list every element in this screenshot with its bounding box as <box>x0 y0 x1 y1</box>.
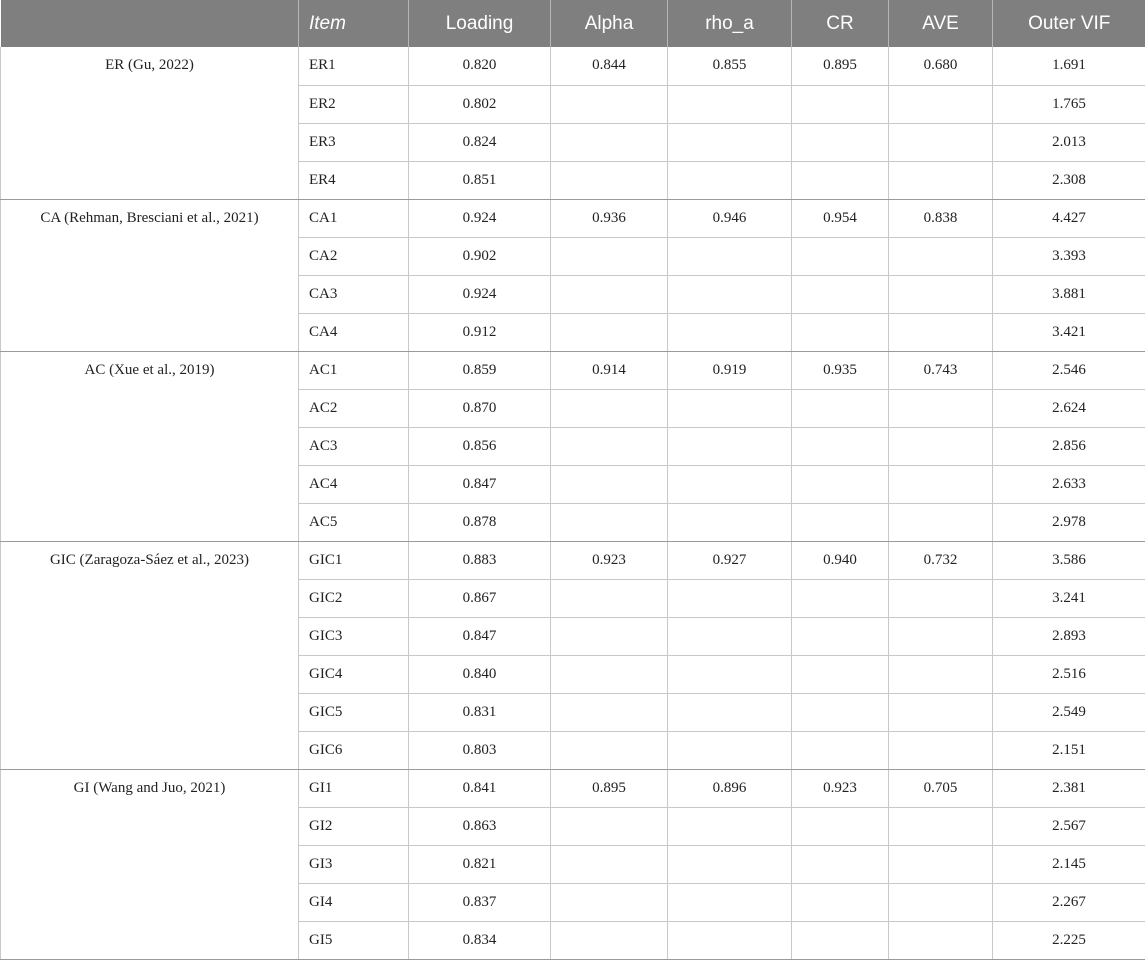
loading-cell: 0.878 <box>409 503 551 541</box>
ave-cell <box>889 617 993 655</box>
ave-cell: 0.705 <box>889 769 993 807</box>
ave-cell <box>889 237 993 275</box>
loading-cell: 0.924 <box>409 199 551 237</box>
table-row <box>1 541 1145 579</box>
table-body <box>1 47 1145 959</box>
alpha-cell <box>551 845 668 883</box>
alpha-cell: 0.844 <box>551 47 668 85</box>
alpha-cell <box>551 617 668 655</box>
construct-cell: CA (Rehman, Bresciani et al., 2021) <box>1 199 299 351</box>
rho-a-cell: 0.927 <box>668 541 792 579</box>
item-cell: ER2 <box>299 85 409 123</box>
item-cell: GI5 <box>299 921 409 959</box>
item-cell: GIC2 <box>299 579 409 617</box>
rho-a-cell <box>668 693 792 731</box>
rho-a-cell <box>668 617 792 655</box>
header-row <box>1 0 1145 47</box>
loading-cell: 0.867 <box>409 579 551 617</box>
outer-vif-cell: 2.145 <box>993 845 1145 883</box>
alpha-cell <box>551 921 668 959</box>
ave-cell <box>889 465 993 503</box>
cr-cell <box>792 161 889 199</box>
item-cell: GIC4 <box>299 655 409 693</box>
cr-cell <box>792 845 889 883</box>
rho-a-cell: 0.919 <box>668 351 792 389</box>
item-cell: GIC6 <box>299 731 409 769</box>
alpha-cell: 0.914 <box>551 351 668 389</box>
ave-cell: 0.680 <box>889 47 993 85</box>
header-construct <box>1 0 299 47</box>
cr-cell <box>792 465 889 503</box>
loading-cell: 0.821 <box>409 845 551 883</box>
header-alpha: Alpha <box>551 0 668 47</box>
cr-cell <box>792 731 889 769</box>
cr-cell <box>792 237 889 275</box>
table-row <box>1 351 1145 389</box>
item-cell: AC2 <box>299 389 409 427</box>
alpha-cell <box>551 655 668 693</box>
loading-cell: 0.841 <box>409 769 551 807</box>
cr-cell <box>792 617 889 655</box>
ave-cell <box>889 389 993 427</box>
rho-a-cell: 0.855 <box>668 47 792 85</box>
item-cell: ER4 <box>299 161 409 199</box>
cr-cell <box>792 85 889 123</box>
rho-a-cell <box>668 807 792 845</box>
cr-cell <box>792 275 889 313</box>
item-cell: GI2 <box>299 807 409 845</box>
alpha-cell: 0.936 <box>551 199 668 237</box>
cr-cell <box>792 503 889 541</box>
loading-cell: 0.883 <box>409 541 551 579</box>
header-ave: AVE <box>889 0 993 47</box>
alpha-cell <box>551 807 668 845</box>
item-cell: AC3 <box>299 427 409 465</box>
cr-cell <box>792 579 889 617</box>
ave-cell <box>889 883 993 921</box>
rho-a-cell <box>668 845 792 883</box>
outer-vif-cell: 2.567 <box>993 807 1145 845</box>
ave-cell <box>889 807 993 845</box>
loading-cell: 0.924 <box>409 275 551 313</box>
rho-a-cell <box>668 731 792 769</box>
table-row <box>1 769 1145 807</box>
construct-cell: ER (Gu, 2022) <box>1 47 299 199</box>
outer-vif-cell: 2.308 <box>993 161 1145 199</box>
item-cell: AC5 <box>299 503 409 541</box>
rho-a-cell <box>668 275 792 313</box>
rho-a-cell <box>668 465 792 503</box>
cr-cell <box>792 427 889 465</box>
header-cr: CR <box>792 0 889 47</box>
alpha-cell <box>551 237 668 275</box>
alpha-cell <box>551 427 668 465</box>
loading-cell: 0.834 <box>409 921 551 959</box>
rho-a-cell <box>668 503 792 541</box>
construct-cell: GI (Wang and Juo, 2021) <box>1 769 299 959</box>
cr-cell <box>792 123 889 161</box>
loading-cell: 0.803 <box>409 731 551 769</box>
outer-vif-cell: 2.381 <box>993 769 1145 807</box>
loading-cell: 0.831 <box>409 693 551 731</box>
item-cell: ER3 <box>299 123 409 161</box>
loading-cell: 0.856 <box>409 427 551 465</box>
item-cell: CA1 <box>299 199 409 237</box>
outer-vif-cell: 2.978 <box>993 503 1145 541</box>
item-cell: AC1 <box>299 351 409 389</box>
item-cell: GIC1 <box>299 541 409 579</box>
outer-vif-cell: 2.013 <box>993 123 1145 161</box>
outer-vif-cell: 3.393 <box>993 237 1145 275</box>
rho-a-cell <box>668 427 792 465</box>
ave-cell <box>889 503 993 541</box>
alpha-cell <box>551 161 668 199</box>
ave-cell: 0.838 <box>889 199 993 237</box>
rho-a-cell <box>668 123 792 161</box>
cr-cell <box>792 883 889 921</box>
loading-cell: 0.902 <box>409 237 551 275</box>
ave-cell <box>889 123 993 161</box>
cr-cell <box>792 693 889 731</box>
ave-cell <box>889 427 993 465</box>
ave-cell <box>889 275 993 313</box>
cr-cell <box>792 921 889 959</box>
construct-cell: AC (Xue et al., 2019) <box>1 351 299 541</box>
loading-cell: 0.859 <box>409 351 551 389</box>
loading-cell: 0.851 <box>409 161 551 199</box>
outer-vif-cell: 2.267 <box>993 883 1145 921</box>
ave-cell <box>889 85 993 123</box>
cr-cell: 0.895 <box>792 47 889 85</box>
outer-vif-cell: 3.586 <box>993 541 1145 579</box>
alpha-cell <box>551 465 668 503</box>
item-cell: CA3 <box>299 275 409 313</box>
loading-cell: 0.847 <box>409 617 551 655</box>
header-loading: Loading <box>409 0 551 47</box>
ave-cell <box>889 921 993 959</box>
rho-a-cell <box>668 237 792 275</box>
rho-a-cell <box>668 85 792 123</box>
item-cell: GI1 <box>299 769 409 807</box>
cr-cell: 0.923 <box>792 769 889 807</box>
loading-cell: 0.840 <box>409 655 551 693</box>
outer-vif-cell: 2.893 <box>993 617 1145 655</box>
outer-vif-cell: 1.691 <box>993 47 1145 85</box>
rho-a-cell <box>668 579 792 617</box>
table-row <box>1 199 1145 237</box>
loading-cell: 0.870 <box>409 389 551 427</box>
ave-cell <box>889 693 993 731</box>
outer-vif-cell: 2.516 <box>993 655 1145 693</box>
outer-vif-cell: 3.881 <box>993 275 1145 313</box>
loading-cell: 0.912 <box>409 313 551 351</box>
header-rho-a: rho_a <box>668 0 792 47</box>
ave-cell <box>889 161 993 199</box>
outer-vif-cell: 2.624 <box>993 389 1145 427</box>
rho-a-cell <box>668 389 792 427</box>
alpha-cell <box>551 389 668 427</box>
ave-cell: 0.743 <box>889 351 993 389</box>
item-cell: CA4 <box>299 313 409 351</box>
cr-cell <box>792 313 889 351</box>
alpha-cell <box>551 313 668 351</box>
rho-a-cell <box>668 161 792 199</box>
item-cell: AC4 <box>299 465 409 503</box>
loading-cell: 0.824 <box>409 123 551 161</box>
item-cell: ER1 <box>299 47 409 85</box>
outer-vif-cell: 2.856 <box>993 427 1145 465</box>
ave-cell <box>889 313 993 351</box>
header-item: Item <box>299 0 409 47</box>
table-row <box>1 47 1145 85</box>
loading-cell: 0.847 <box>409 465 551 503</box>
alpha-cell <box>551 579 668 617</box>
alpha-cell <box>551 85 668 123</box>
outer-vif-cell: 2.225 <box>993 921 1145 959</box>
cr-cell: 0.954 <box>792 199 889 237</box>
outer-vif-cell: 2.549 <box>993 693 1145 731</box>
alpha-cell: 0.895 <box>551 769 668 807</box>
loading-cell: 0.863 <box>409 807 551 845</box>
loading-cell: 0.837 <box>409 883 551 921</box>
loading-cell: 0.820 <box>409 47 551 85</box>
alpha-cell <box>551 503 668 541</box>
ave-cell <box>889 579 993 617</box>
cr-cell <box>792 389 889 427</box>
outer-vif-cell: 2.151 <box>993 731 1145 769</box>
cr-cell: 0.935 <box>792 351 889 389</box>
outer-vif-cell: 2.546 <box>993 351 1145 389</box>
ave-cell <box>889 731 993 769</box>
item-cell: GI4 <box>299 883 409 921</box>
cr-cell <box>792 655 889 693</box>
rho-a-cell <box>668 313 792 351</box>
alpha-cell <box>551 275 668 313</box>
alpha-cell <box>551 123 668 161</box>
rho-a-cell <box>668 655 792 693</box>
construct-cell: GIC (Zaragoza-Sáez et al., 2023) <box>1 541 299 769</box>
loading-cell: 0.802 <box>409 85 551 123</box>
outer-vif-cell: 3.241 <box>993 579 1145 617</box>
item-cell: GI3 <box>299 845 409 883</box>
outer-vif-cell: 4.427 <box>993 199 1145 237</box>
rho-a-cell <box>668 883 792 921</box>
item-cell: CA2 <box>299 237 409 275</box>
item-cell: GIC5 <box>299 693 409 731</box>
outer-vif-cell: 3.421 <box>993 313 1145 351</box>
alpha-cell <box>551 731 668 769</box>
alpha-cell: 0.923 <box>551 541 668 579</box>
alpha-cell <box>551 883 668 921</box>
header-outer-vif: Outer VIF <box>993 0 1145 47</box>
rho-a-cell: 0.946 <box>668 199 792 237</box>
ave-cell <box>889 655 993 693</box>
ave-cell: 0.732 <box>889 541 993 579</box>
outer-vif-cell: 1.765 <box>993 85 1145 123</box>
cr-cell: 0.940 <box>792 541 889 579</box>
ave-cell <box>889 845 993 883</box>
alpha-cell <box>551 693 668 731</box>
outer-vif-cell: 2.633 <box>993 465 1145 503</box>
rho-a-cell: 0.896 <box>668 769 792 807</box>
rho-a-cell <box>668 921 792 959</box>
cr-cell <box>792 807 889 845</box>
item-cell: GIC3 <box>299 617 409 655</box>
